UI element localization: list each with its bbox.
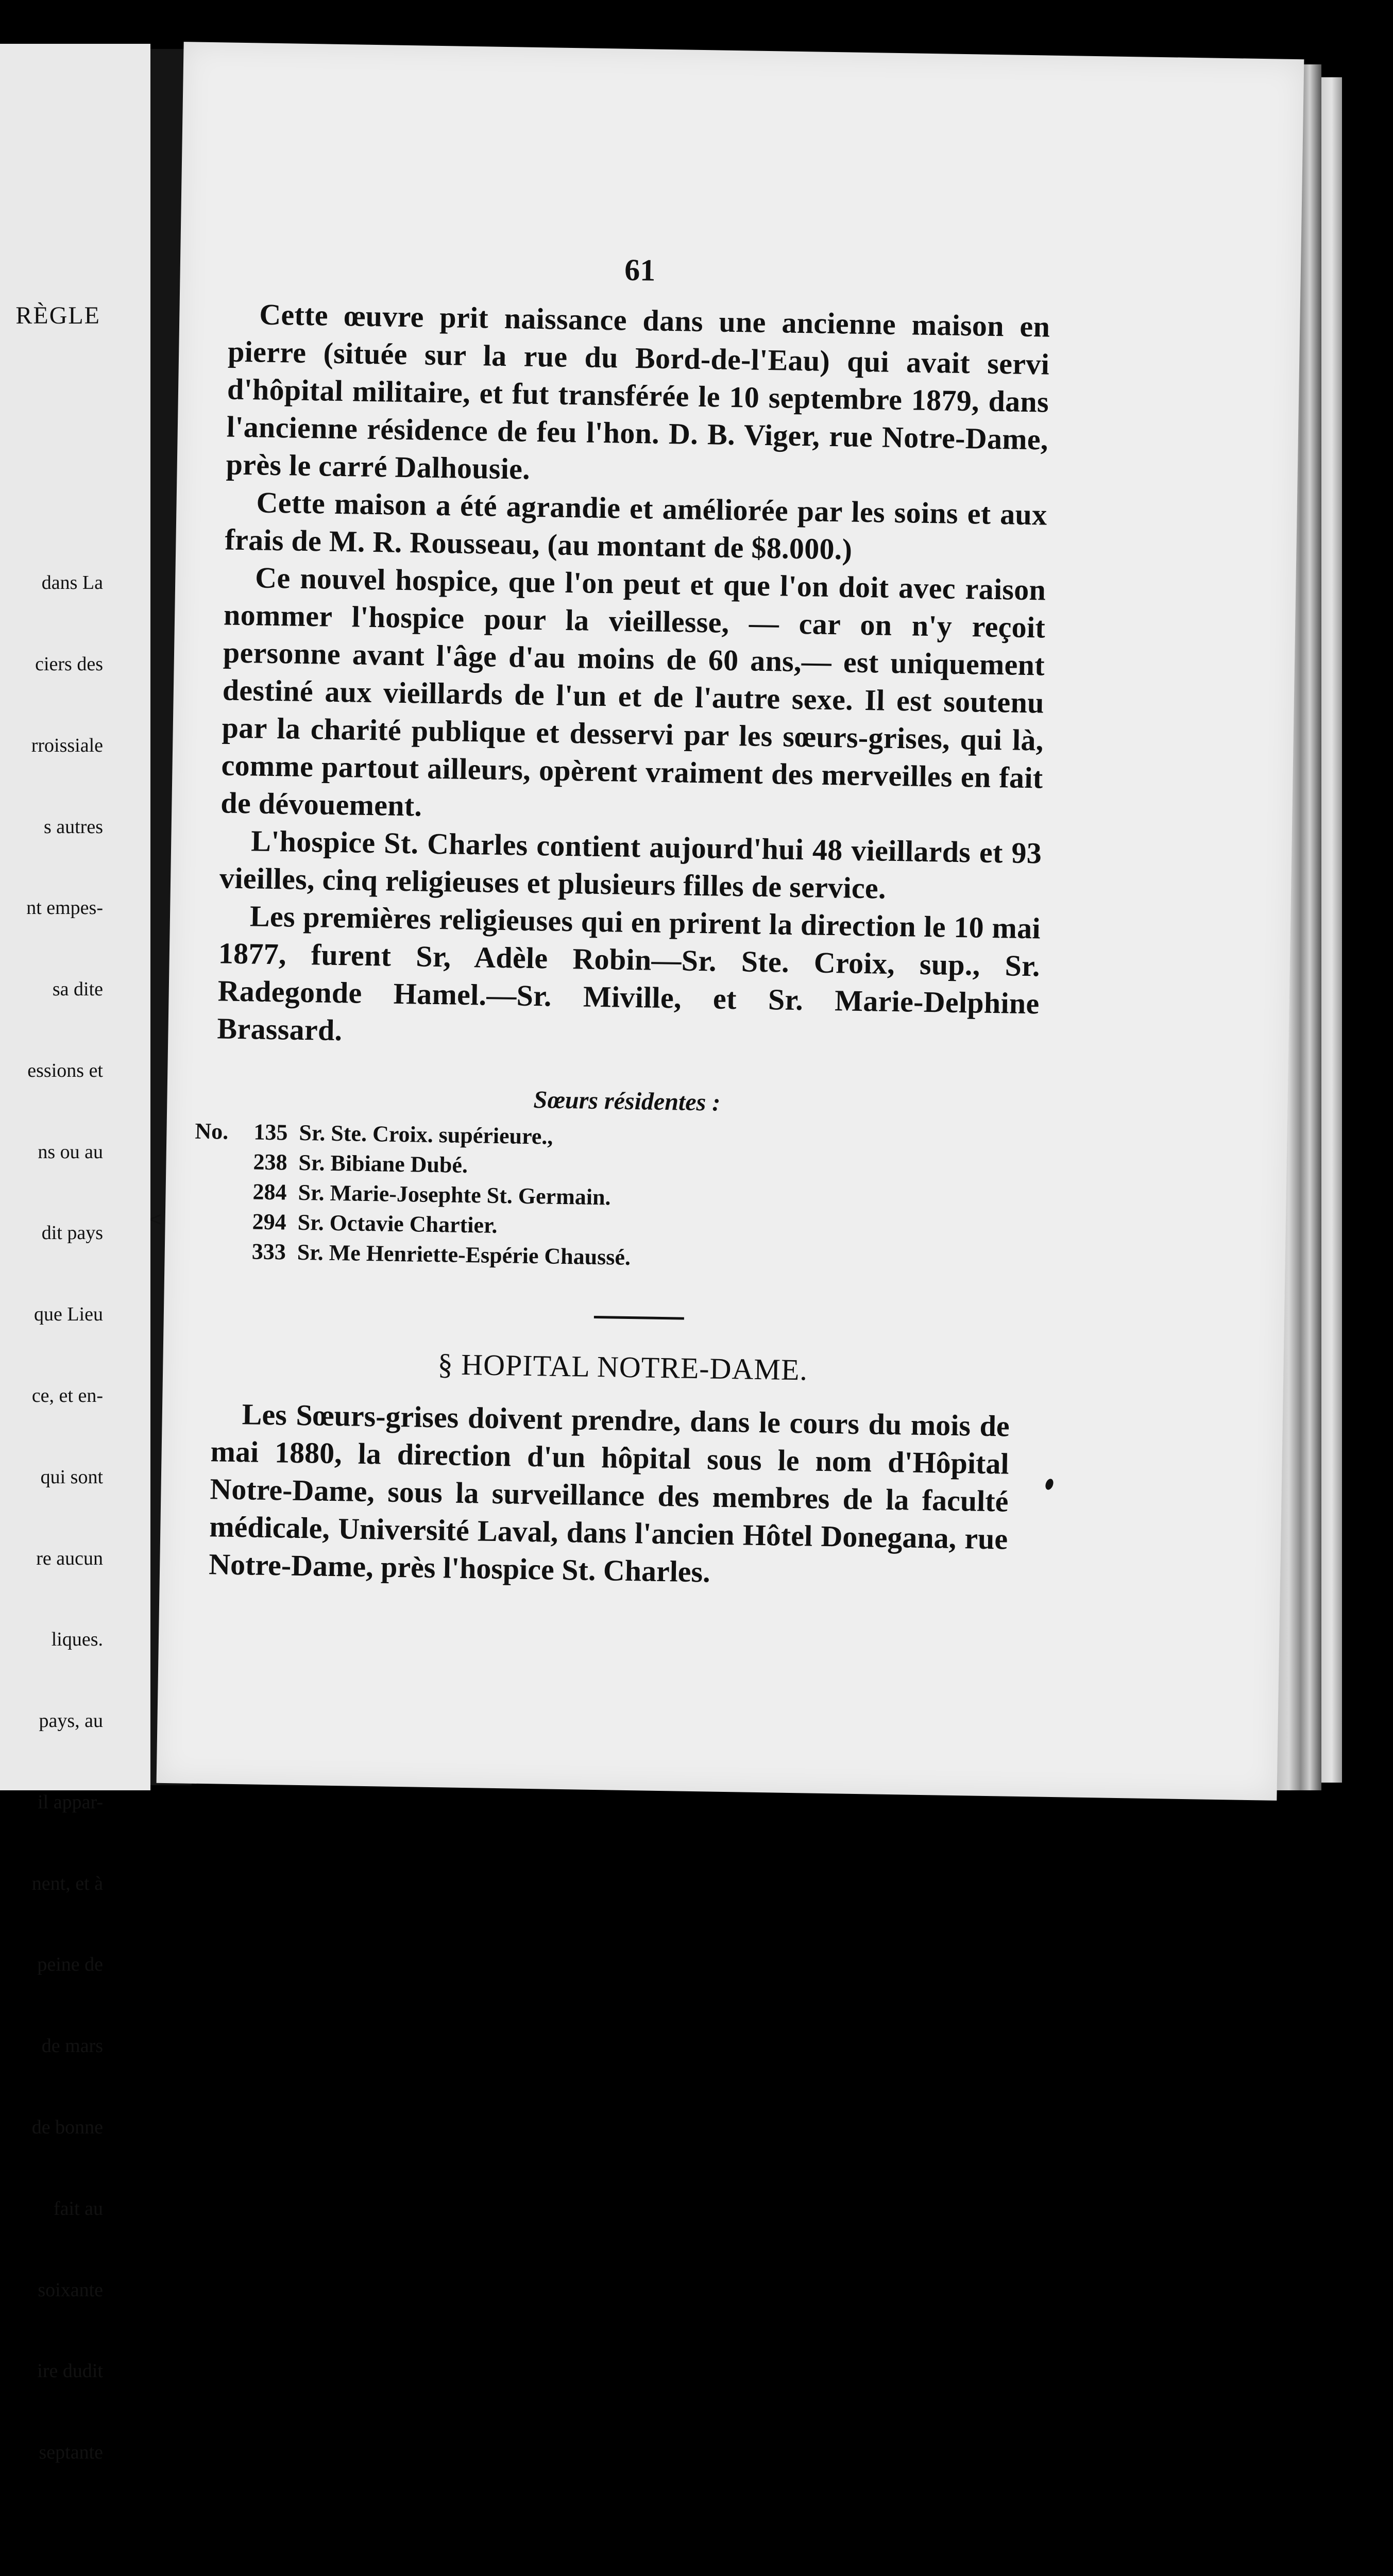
resident-number: 238 <box>253 1149 287 1175</box>
left-line: nt empes- <box>26 897 103 919</box>
resident-name: Sr. Marie-Josephte St. Germain. <box>298 1179 611 1210</box>
left-line: sa dite <box>52 978 103 1001</box>
paragraph: Ce nouvel hospice, que l'on peut et que l'on doit avec raison nommer l'hospice pour la vieillesse, — car on n'y reçoit personne avant l'âge d'au moins de 60 ans,— est uniquement destiné aux vieillards de l'un et de l'autre sexe. Il est soutenu par la charité publique et desservi par les sœurs-grises, qui là, comme partout ailleurs, opèrent vraiment des merveilles en fait de dévouement. <box>220 561 1046 823</box>
left-line: essions et <box>27 1059 103 1081</box>
body-text <box>217 295 1050 1060</box>
left-line: nent, et à <box>31 1872 103 1894</box>
left-line: soixante <box>38 2279 103 2301</box>
left-page-heading: RÈGLE <box>15 302 100 329</box>
resident-number: 284 <box>252 1179 287 1205</box>
resident-name: Sr. Ste. Croix. supérieure., <box>299 1120 553 1149</box>
paragraph: Les premières religieuses qui en prirent la direction le 10 mai 1877, furent Sr, Adèle Robin—Sr. Ste. Croix, sup., Sr. Radegonde Hamel.—Sr. Miville, et Sr. Marie-Delphine Brassard. <box>217 899 1041 1047</box>
left-line: ciers des <box>35 653 103 675</box>
resident-number: 333 <box>251 1239 286 1265</box>
left-line: ire dudit <box>37 2360 103 2382</box>
left-line: ns ou au <box>38 1141 103 1163</box>
paragraph: Cette œuvre prit naissance dans une ancienne maison en pierre (située sur la rue du Bord-de-l'Eau) qui avait servi d'hôpital militaire, et fut transférée le 10 septembre 1879, dans l'ancienne résidence de feu l'hon. D. B. Viger, rue Notre-Dame, près le carré Dalhousie. <box>226 297 1050 486</box>
list-prefix <box>194 1146 244 1177</box>
main-page <box>157 42 1304 1801</box>
paragraph: L'hospice St. Charles contient aujourd'hui 48 vieillards et 93 vieilles, cinq religieuses et plusieurs filles de service. <box>219 824 1042 905</box>
list-prefix <box>193 1236 242 1266</box>
left-facing-page <box>0 44 150 2464</box>
left-line: septante <box>39 2442 103 2464</box>
resident-name: Sr. Me Henriette-Espérie Chaussé. <box>297 1239 631 1270</box>
section-title: § HOPITAL NOTRE-DAME. <box>437 1347 808 1387</box>
left-line: liques. <box>51 1629 103 1651</box>
left-line: de bonne <box>31 2116 103 2139</box>
resident-number: 135 <box>253 1119 288 1145</box>
margin-mark: < <box>149 1208 162 1231</box>
residents-heading: Sœurs résidentes : <box>533 1086 721 1116</box>
list-prefix <box>193 1206 243 1236</box>
page-number: 61 <box>624 252 656 287</box>
left-line: ce, et en- <box>31 1385 103 1406</box>
left-line: dit pays <box>41 1222 103 1244</box>
left-line: fait au <box>53 2197 103 2219</box>
left-line: re aucun <box>36 1547 103 1569</box>
paragraph: Cette maison a été agrandie et améliorée par les soins et aux frais de M. R. Rousseau, (au montant de $8.000.) <box>225 485 1047 566</box>
left-line: dans La <box>41 572 103 594</box>
section-divider <box>594 1316 684 1320</box>
left-line: il appar- <box>38 1791 103 1813</box>
left-line: peine de <box>37 1954 103 1976</box>
resident-number: 294 <box>252 1209 287 1235</box>
list-prefix <box>194 1176 243 1207</box>
left-line <box>0 2520 103 2548</box>
left-line: que Lieu <box>33 1303 103 1326</box>
left-line: qui sont <box>40 1466 103 1488</box>
residents-list <box>193 1116 761 1275</box>
list-prefix: No. <box>195 1118 229 1144</box>
resident-name: Sr. Bibiane Dubé. <box>298 1149 468 1178</box>
left-line: rroissiale <box>31 734 103 756</box>
section-body-text <box>209 1395 1010 1595</box>
left-line: pays, au <box>39 1710 103 1732</box>
page-stack-edge-outer <box>1321 77 1342 1783</box>
left-line: s autres <box>43 816 103 838</box>
resident-name: Sr. Octavie Chartier. <box>297 1209 498 1238</box>
left-page-text <box>0 515 103 2576</box>
paragraph: Les Sœurs-grises doivent prendre, dans le cours du mois de mai 1880, la direction d'un hôpital sous le nom d'Hôpital Notre-Dame, sous la surveillance des membres de la faculté médicale, Université Laval, dans l'ancien Hôtel Donegana, rue Notre-Dame, près l'hospice St. Charles. <box>208 1397 1010 1589</box>
left-line: de mars <box>41 2035 103 2057</box>
